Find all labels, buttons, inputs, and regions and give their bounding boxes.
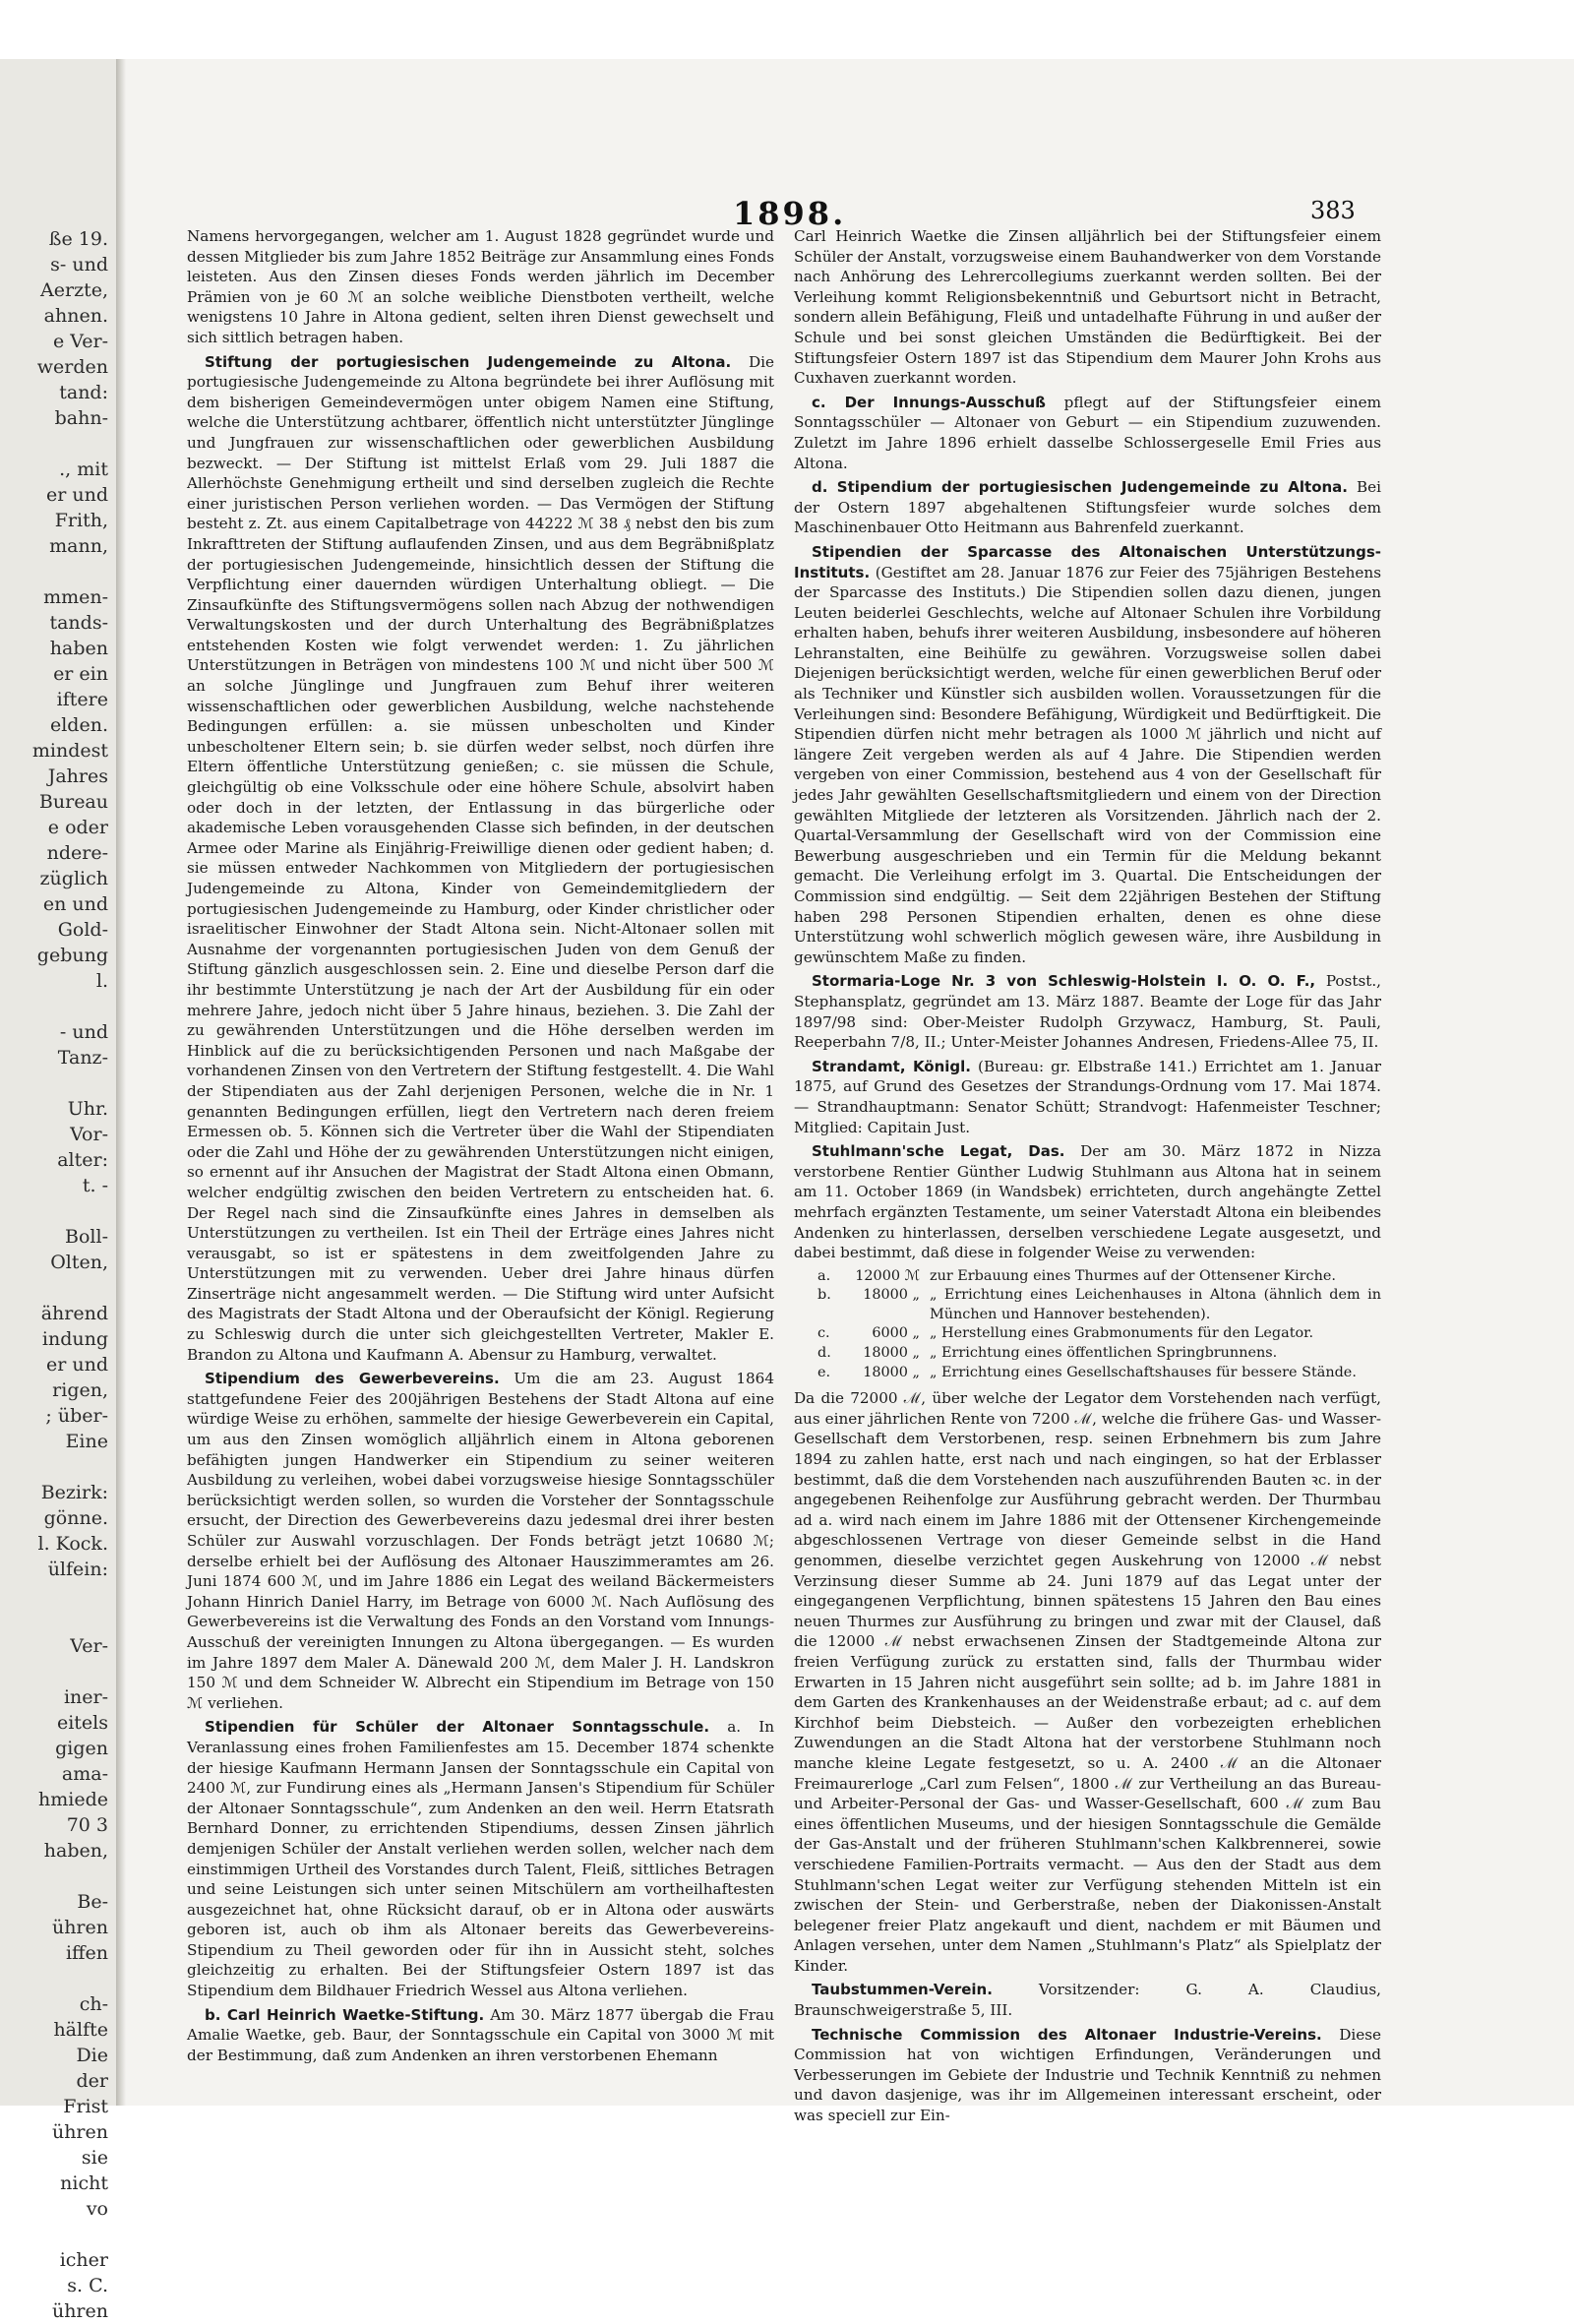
previous-page-fragment: Aerzte,	[40, 279, 108, 301]
previous-page-fragment: Gold-	[57, 919, 108, 941]
previous-page-fragment: hälfte	[53, 2019, 108, 2041]
previous-page-fragment: eitels	[56, 1712, 108, 1734]
entry-text: Die portugiesische Judengemeinde zu Altona begründete bei ihrer Auflösung mit dem bisherigen Gemeindevermögen unter obigem Namen eine Stiftung, welche die Unterstützung achtbarer, öffentlich nicht unterstützter Jünglinge und Jungfrauen zur wissenschaftlichen oder gewerblichen Ausbildung bezweckt. — Der Stiftung ist mittelst Erlaß vom 29. Juli 1887 die Allerhöchste Genehmigung ertheilt und sind derselben zugleich die Rechte einer juristischen Person verliehen worden. — Das Vermögen der Stiftung besteht z. Zt. aus einem Capitalbetrage von 44222 ℳ 38 ₰ nebst den bis zum Inkrafttreten der Stiftung auflaufenden Zinsen, und aus dem Begräbnißplatz der portugiesischen Judengemeinde, hinsichtlich dessen der Stiftung die Verpflichtung einer dauernden würdigen Unterhaltung obliegt. — Die Zinsaufkünfte des Stiftungsvermögens sollen nach Abzug der nothwendigen Verwaltungskosten und der durch Unterhaltung des Begräbnißplatzes entstehenden Kosten wie folgt verwendet werden: 1. Zu jährlichen Unterstützungen in Beträgen von mindestens 100 ℳ und nicht über 500 ℳ an solche Jünglinge und Jungfrauen zum Behuf ihrer weiteren wissenschaftlichen oder gewerblichen Ausbildung, welche nachstehende Bedingungen erfüllen: a. sie müssen unbescholten und Kinder unbescholtener Eltern sein; b. sie dürfen weder selbst, noch dürfen ihre Eltern öffentliche Unterstützung genießen; c. sie müssen die Schule, gleichgültig ob eine Volksschule oder eine höhere Schule, absolvirt haben oder doch in der letzten, der Entlassung in das bürgerliche oder akademische Leben vorausgehenden Classe sich befinden, in der deutschen Armee oder Marine als Einjährig-Freiwillige dienen oder gedient haben; d. sie müssen entweder Nachkommen von Mitgliedern der portugiesischen Judengemeinde zu Altona, Kinder von Gemeindemitgliedern der portugiesischen Judengemeinde zu Hamburg, oder Kinder christlicher oder israelitischer Einwohner der Stadt Altona sein. Nicht-Altonaer sollen mit Ausnahme der vorgenannten portugiesischen Juden von dem Genuß der Stiftung gänzlich ausgeschlossen sein. 2. Eine und dieselbe Person darf die ihr bestimmte Unterstützung je nach der Art der Ausbildung für ein oder mehrere Jahre, jedoch nicht über 5 Jahre hinaus, beziehen. 3. Die Zahl der zu gewährenden Unterstützungen und die Höhe derselben werden im Hinblick auf die zu berücksichtigenden Personen und nach Maßgabe der vorhandenen Zinsen von den Vertretern der Stiftung festgestellt. 4. Die Wahl der Stipendiaten aus der Zahl derjenigen Personen, welche die in Nr. 1 genannten Bedingungen erfüllen, liegt den Vertretern nach deren freiem Ermessen ob. 5. Können sich die Vertreter über die Wahl der Stipendiaten oder die Zahl und Höhe der zu gewährenden Unterstützungen nicht einigen, so ernennt auf ihr Ansuchen der Magistrat der Stadt Altona einen Obmann, welcher endgültig zwischen den beiden Vertretern zu entscheiden hat. 6. Der Regel nach sind die Zinsaufkünfte eines Jahres in demselben als Unterstützungen zu vertheilen. Ist ein Theil der Erträge eines Jahres nicht verausgabt, so ist er spätestens in dem zweitfolgenden Jahre zu Unterstützungen mit zu verwenden. Ueber drei Jahre hinaus dürfen Zinserträge nicht angesammelt werden. — Die Stiftung wird unter Aufsicht des Magistrats der Stadt Altona und der Oberaufsicht der Königl. Regierung zu Schleswig durch die unter sich gleichgestellten Vertreter, Makler E. Brandon zu Altona und Kaufmann A. Abensur zu Hamburg, verwaltet.	[187, 352, 774, 1364]
entry-heading: Strandamt, Königl.	[812, 1057, 972, 1075]
entry-text: Diese Commission hat von wichtigen Erfindungen, Veränderungen und Verbesserungen im Gebiete der Industrie und Technik Kenntniß zu nehmen und davon dasjenige, was ihr im Allgemeinen interessant erscheint, oder was speciell zur Ein-	[794, 2025, 1381, 2125]
entry-paragraph	[794, 477, 1381, 538]
previous-page-fragment: ., mit	[59, 459, 108, 480]
entry-heading: Taubstummen-Verein.	[812, 1981, 993, 1999]
legacy-item	[817, 1344, 1381, 1364]
previous-page-fragment: bahn-	[54, 407, 108, 429]
entry-paragraph	[187, 1717, 774, 2000]
previous-page-edge	[0, 59, 118, 2322]
entry-text: Vorsitzender: G. A. Claudius, Braunschweigerstraße 5, III.	[794, 1981, 1381, 2020]
legacy-item	[817, 1324, 1381, 1344]
legacy-letter: d.	[817, 1345, 831, 1362]
entry-text: Um die am 23. August 1864 stattgefundene Feier des 200jährigen Bestehens der Stadt Altona auf eine würdige Weise zu erhöhen, sammelte der hiesige Gewerbeverein ein Capital, um aus den Zinsen womöglich alljährlich einem in Altona geborenen befähigten jungen Handwerker ein Stipendium zu seiner weiteren Ausbildung zu verleihen, wobei dabei vorzugsweise hiesige Sonntagsschüler berücksichtigt werden sollen, so wurden die Vorsteher der Sonntagsschule ersucht, der Direction des Gewerbevereins dazu jedesmal drei ihrer besten Schüler zur Auswahl vorzuschlagen. Der Fonds beträgt jetzt 10680 ℳ; derselbe erhielt bei der Auflösung des Altonaer Hauszimmeramtes am 26. Juni 1874 600 ℳ, und im Jahre 1886 ein Legat des weiland Bäckermeisters Johann Hinrich Daniel Harry, im Betrage von 6000 ℳ. Nach Auflösung des Gewerbevereins ist die Verwaltung des Fonds an den Vorstand vom Innungs-Ausschuß der vereinigten Innungen zu Altona übergegangen. — Es wurden im Jahre 1897 dem Maler A. Dänewald 200 ℳ, dem Maler J. H. Landskron 150 ℳ und dem Schneider W. Albrecht ein Stipendium im Betrage von 150 ℳ verliehen.	[187, 1370, 774, 1712]
legacy-amount: 12000 ℳ	[855, 1267, 920, 1284]
previous-page-fragment: haben,	[43, 1840, 108, 1862]
previous-page-fragment: ülfein:	[47, 1559, 108, 1580]
entry-heading: Stipendium des Gewerbevereins.	[205, 1370, 500, 1388]
previous-page-fragment: rigen,	[52, 1379, 108, 1401]
entry-text: Am 30. März 1877 übergab die Frau Amalie Waetke, geb. Baur, der Sonntagsschule ein Capital von 3000 ℳ mit der Bestimmung, daß zum Andenken an ihren verstorbenen Ehemann	[187, 2005, 775, 2064]
previous-page-fragment: indung	[41, 1328, 108, 1350]
legacy-letter: e.	[817, 1364, 831, 1380]
entry-text: Bei der Ostern 1897 abgehaltenen Stiftungsfeier wurde solches dem Maschinenbauer Otto Heitmann aus Bahrenfeld zuerkannt.	[794, 478, 1381, 537]
entry-paragraph	[187, 1369, 774, 1713]
previous-page-fragment: - und	[59, 1021, 108, 1043]
previous-page-fragment: e Ver-	[52, 331, 108, 352]
previous-page-fragment: ahnen.	[43, 305, 108, 327]
entry-paragraph	[794, 542, 1381, 967]
previous-page-fragment: er und	[45, 484, 108, 506]
previous-page-fragment: mindest	[31, 740, 108, 762]
previous-page-fragment: tand:	[59, 382, 108, 403]
previous-page-fragment: ße 19.	[48, 228, 108, 250]
previous-page-fragment: e oder	[47, 817, 108, 838]
previous-page-fragment: vo	[86, 2198, 108, 2220]
legacy-amount: 18000 „	[863, 1345, 920, 1362]
previous-page-fragment: ährend	[40, 1303, 108, 1324]
page-number: 383	[1310, 197, 1356, 224]
legacy-amount: 6000 „	[872, 1325, 920, 1342]
legacy-letter: b.	[817, 1287, 831, 1304]
previous-page-fragment: haben	[49, 638, 108, 659]
previous-page-fragment: ch-	[79, 1993, 108, 2015]
legacy-item	[817, 1267, 1381, 1287]
previous-page-fragment: mann,	[49, 535, 108, 557]
previous-page-fragment: l.	[95, 970, 108, 992]
scanned-book-spread	[0, 59, 1574, 2322]
previous-page-fragment: ama-	[61, 1763, 108, 1785]
previous-page-fragment: Be-	[77, 1891, 108, 1913]
previous-page-fragment: s. C.	[67, 2275, 108, 2296]
previous-page-fragment: gönne.	[43, 1507, 108, 1529]
legacy-list	[817, 1267, 1381, 1383]
right-column	[794, 226, 1382, 2125]
previous-page-fragment: ühren	[51, 1917, 108, 1938]
previous-page-fragment: Jahres	[47, 765, 108, 787]
entry-text: Der am 30. März 1872 in Nizza verstorbene Rentier Günther Ludwig Stuhlmann aus Altona hat in seinem am 11. October 1869 (in Wandsbek) errichteten, durch angehängte Zettel mehrfach ergänzten Testamente, um seiner Vaterstadt Altona ein bleibendes Andenken zu hinterlassen, derselben verschiedene Legate ausgesetzt, und dabei bestimmt, daß diese in folgender Weise zu verwenden:	[794, 1142, 1382, 1262]
previous-page-fragment: ühren	[51, 2121, 108, 2143]
previous-page-fragment: s- und	[50, 254, 108, 275]
legacy-amount: 18000 „	[863, 1287, 920, 1304]
previous-page-fragment: nicht	[60, 2172, 108, 2194]
legacy-item	[817, 1286, 1381, 1324]
previous-page-fragment: icher	[59, 2249, 108, 2271]
entry-heading: Stipendien der Sparcasse des Altonaischen Unterstützungs-Instituts.	[794, 542, 1381, 581]
legacy-purpose: „ Herstellung eines Grabmonuments für den Legator.	[930, 1325, 1314, 1342]
previous-page-fragment: Uhr.	[67, 1098, 108, 1120]
previous-page-fragment: werden	[36, 356, 108, 378]
previous-page-fragment: gebung	[36, 945, 108, 966]
previous-page-fragment: t. -	[82, 1175, 108, 1196]
previous-page-fragment: Ver-	[70, 1635, 108, 1657]
legacy-purpose: zur Erbauung eines Thurmes auf der Ottensener Kirche.	[930, 1267, 1336, 1284]
page-383	[128, 79, 1382, 2125]
entry-heading: Stormaria-Loge Nr. 3 von Schleswig-Holstein I. O. O. F.,	[812, 972, 1316, 991]
entry-paragraph	[187, 226, 774, 348]
previous-page-fragment: ; über-	[45, 1405, 108, 1427]
legacy-item	[817, 1364, 1381, 1383]
legacy-letter: c.	[817, 1325, 830, 1342]
entry-text: (Gestiftet am 28. Januar 1876 zur Feier des 75jährigen Bestehens der Sparcasse des Instituts.) Die Stipendien sollen dazu dienen, jungen Leuten beiderlei Geschlechts, welche auf Altonaer Schulen ihre Vorbildung erhalten haben, behufs ihrer weiteren Ausbildung, insbesondere auf höheren Lehranstalten, eine Beihülfe zu gewähren. Vorzugsweise sollen dabei Diejenigen berücksichtigt werden, welche für einen gewerblichen Beruf oder als Techniker und Künstler sich ausbilden wollen. Voraussetzungen für die Verleihungen sind: Besondere Befähigung, Würdigkeit und Bedürftigkeit. Die Stipendien dürfen nicht mehr betragen als 1000 ℳ jährlich und nicht auf längere Zeit vergeben werden als auf 4 Jahre. Die Stipendien werden vergeben von einer Commission, bestehend aus 4 von der Gesellschaft für jedes Jahr gewählten Gesellschaftsmitgliedern und einem von der Direction gewählten Mitgliede der letzteren als Vorsitzenden. Jährlich nach der 2. Quartal-Versammlung der Gesellschaft wird von der Commission eine Bewerbung ausgeschrieben und ein Termin für die Meldung bekannt gemacht. Die Verleihung erfolgt im 3. Quartal. Die Entscheidungen der Commission sind endgültig. — Seit dem 22jährigen Bestehen der Stiftung haben 298 Personen Stipendien erhalten, denen es ohne diese Unterstützung wohl schwerlich möglich gewesen wäre, ihre Ausbildung in gewünschtem Maße zu finden.	[794, 563, 1381, 966]
book-gutter	[116, 59, 126, 2106]
entry-heading: Stipendien für Schüler der Altonaer Sonntagsschule.	[205, 1718, 710, 1737]
entry-heading: Technische Commission des Altonaer Industrie-Vereins.	[812, 2025, 1322, 2044]
previous-page-fragment: er und	[45, 1354, 108, 1376]
entry-text: pflegt auf der Stiftungsfeier einem Sonntagsschüler — Altonaer von Geburt — ein Stipendium zuzuwenden. Zuletzt im Jahre 1896 erhielt dasselbe Schlossergeselle Emil Fries aus Altona.	[794, 393, 1381, 472]
entry-paragraph	[187, 2005, 774, 2066]
previous-page-fragment: Frith,	[54, 510, 108, 531]
previous-page-fragment: Eine	[65, 1431, 108, 1452]
previous-page-fragment: Bezirk:	[40, 1482, 108, 1503]
previous-page-fragment: Bureau	[38, 791, 108, 813]
previous-page-fragment: Tanz-	[57, 1047, 108, 1069]
entry-heading: d. Stipendium der portugiesischen Judengemeinde zu Altona.	[812, 478, 1349, 497]
left-column	[187, 226, 774, 2076]
previous-page-fragment: ndere-	[46, 842, 108, 864]
entry-text: (Bureau: gr. Elbstraße 141.) Errichtet am 1. Januar 1875, auf Grund des Gesetzes der Strandungs-Ordnung vom 17. Mai 1874. — Strandhauptmann: Senator Schütt; Strandvogt: Hafenmeister Teschner; Mitglied: Capitain Just.	[794, 1057, 1381, 1136]
entry-text: a. In Veranlassung eines frohen Familienfestes am 15. December 1874 schenkte der hiesige Kaufmann Hermann Jansen der Sonntagsschule ein Capital von 2400 ℳ, zur Fundirung eines als „Hermann Jansen's Stipendium für Schüler der Altonaer Sonntagsschule“, zum Andenken an den weil. Herrn Etatsrath Bernhard Donner, zu errichtenden Stipendiums, dessen Zinsen jährlich demjenigen Schüler der Anstalt verliehen werden sollen, welcher nach dem einstimmigen Urtheil des Vorstandes durch Talent, Fleiß, sittliches Betragen und seine Leistungen sich unter seinen Mitschülern am vortheilhaftesten ausgezeichnet hat, ohne Rücksicht darauf, ob er in Altona oder auswärts geboren ist, auch ob ihm als Altonaer bereits das Gewerbevereins-Stipendium zu Theil geworden oder für ihn in Aussicht steht, solches gleichzeitig zu erhalten. Bei der Stiftungsfeier Ostern 1897 ist das Stipendium dem Bildhauer Friedrich Wessel aus Altona verliehen.	[187, 1718, 774, 2000]
legacy-purpose: „ Errichtung eines Gesellschaftshauses für bessere Stände.	[930, 1364, 1357, 1380]
previous-page-fragment: Frist	[63, 2096, 108, 2117]
legacy-amount: 18000 „	[863, 1364, 920, 1380]
previous-page-fragment: Boll-	[65, 1226, 108, 1248]
entry-text: Carl Heinrich Waetke die Zinsen alljährlich bei der Stiftungsfeier einem Schüler der Anstalt, vorzugsweise einem Bauhandwerker von dem Vorstande nach Anhörung des Lehrercollegiums zuerkannt werden sollten. Bei der Verleihung kommt Religionsbekenntniß und Geburtsort nicht in Betracht, sondern allein Befähigung, Fleiß und untadelhafte Führung in und außer der Schule und bei sonst gleichen Umständen die Bedürftigkeit. Bei der Stiftungsfeier Ostern 1897 ist das Stipendium dem Maurer John Krohs aus Cuxhaven zuerkannt worden.	[794, 227, 1381, 388]
entry-paragraph	[187, 352, 774, 1366]
legacy-purpose: „ Errichtung eines Leichenhauses in Altona (ähnlich dem in München und Hannover bestehenden).	[930, 1287, 1381, 1322]
previous-page-fragment: mmen-	[43, 586, 108, 608]
previous-page-fragment: en und	[42, 893, 108, 915]
previous-page-fragment: tands-	[49, 612, 108, 634]
page-header-year: 1898.	[733, 195, 847, 232]
legacy-letter: a.	[817, 1267, 831, 1284]
previous-page-fragment: er ein	[53, 663, 108, 685]
entry-paragraph	[794, 1057, 1381, 1137]
entry-paragraph	[794, 1141, 1381, 1263]
previous-page-fragment: ühren	[51, 2300, 108, 2322]
entry-paragraph	[794, 1388, 1381, 1976]
entry-heading: c. Der Innungs-Ausschuß	[812, 393, 1046, 411]
previous-page-fragment: l. Kock.	[37, 1533, 108, 1555]
previous-page-fragment: gigen	[55, 1738, 108, 1759]
previous-page-fragment: alter:	[57, 1149, 108, 1171]
entry-heading: Stuhlmann'sche Legat, Das.	[812, 1142, 1065, 1161]
previous-page-fragment: der	[76, 2070, 108, 2092]
entry-paragraph	[794, 393, 1381, 473]
entry-text: Namens hervorgegangen, welcher am 1. August 1828 gegründet wurde und dessen Mitglieder bis zum Jahre 1852 Beiträge zur Ansammlung eines Fonds leisteten. Aus den Zinsen dieses Fonds werden jährlich im December Prämien von je 60 ℳ an solche weibliche Dienstboten vertheilt, welche wenigstens 10 Jahre in Altona gedient, selten ihren Dienst gewechselt und sich sittlich betragen haben.	[187, 227, 774, 346]
legacy-purpose: „ Errichtung eines öffentlichen Springbrunnens.	[930, 1345, 1278, 1362]
previous-page-fragment: sie	[81, 2147, 108, 2169]
previous-page-fragment: Olten,	[50, 1252, 108, 1273]
entry-text: Da die 72000 ℳ, über welche der Legator dem Vorstehenden nach verfügt, aus einer jährlichen Rente von 7200 ℳ, welche die frühere Gas- und Wasser-Gesellschaft dem Verstorbenen, resp. seinen Erbnehmern bis zum Jahre 1894 zu zahlen hatte, erst nach und nach eingingen, so hat der Erblasser bestimmt, daß die dem Vorstehenden nach auszuführenden Bauten ꝛc. in der angegebenen Reihenfolge zur Ausführung gebracht werden. Der Thurmbau ad a. wird nach einem im Jahre 1886 mit der Ottensener Kirchengemeinde abgeschlossenen Vertrage von dieser Gemeinde selbst in die Hand genommen, dieselbe verzichtet gegen Auskehrung von 12000 ℳ nebst Verzinsung dieser Summe ab 24. Juni 1879 auf das Legat unter der eingegangenen Verpflichtung, binnen spätestens 15 Jahren den Bau eines neuen Thurmes zur Ausführung zu bringen und zwar mit der Clausel, daß die 12000 ℳ nebst erwachsenen Zinsen der Stadtgemeinde Altona zur freien Verfügung zurück zu erstatten sind, falls der Thurmbau wider Erwarten in 15 Jahren nicht ausgeführt sein sollte; ad b. im Jahre 1881 in dem Garten des Krankenhauses an der Weidenstraße erbaut; ad c. auf dem Kirchhof beim Diebsteich. — Außer den vorbezeigten erheblichen Zuwendungen an die Stadt Altona hat der verstorbene Stuhlmann noch manche kleine Legate festgesetzt, so u. A. 2400 ℳ an die Altonaer Freimaurerloge „Carl zum Felsen“, 1800 ℳ zur Vertheilung an das Bureau- und Arbeiter-Personal der Gas- und Wasser-Gesellschaft, 600 ℳ zum Bau eines öffentlichen Museums, und der hiesigen Sonntagsschule die Gemälde der Gas-Anstalt und der früheren Stuhlmann'schen Kalkbrennerei, sowie verschiedene Familien-Portraits vermacht. — Aus den der Stadt aus dem Stuhlmann'schen Legat weiter zur Verfügung stehenden Mitteln ist ein zwischen der Stein- und Gerberstraße, neben der Diakonissen-Anstalt belegener freier Platz angekauft und dient, nachdem er mit Bäumen und Anlagen versehen, unter dem Namen „Stuhlmann's Platz“ als Spielplatz der Kinder.	[794, 1389, 1381, 1975]
previous-page-fragment: züglich	[39, 868, 108, 889]
entry-paragraph	[794, 1980, 1381, 2020]
previous-page-fragment: Die	[76, 2045, 108, 2066]
entry-text: Postst., Stephansplatz, gegründet am 13. März 1887. Beamte der Loge für das Jahr 1897/98 sind: Ober-Meister Rudolph Grzywacz, Hamburg, St. Pauli, Reeperbahn 7/8, II.; Unter-Meister Johannes Andresen, Friedens-Allee 75, II.	[794, 972, 1382, 1052]
previous-page-fragment: elden.	[49, 714, 108, 736]
entry-heading: Stiftung der portugiesischen Judengemeinde zu Altona.	[205, 352, 732, 371]
entry-paragraph	[794, 971, 1381, 1052]
previous-page-fragment: iftere	[56, 689, 108, 710]
entry-paragraph	[794, 226, 1381, 389]
previous-page-fragment: hmiede	[38, 1789, 108, 1810]
previous-page-fragment: iffen	[65, 1942, 108, 1964]
previous-page-fragment: iner-	[63, 1686, 108, 1708]
entry-heading: b. Carl Heinrich Waetke-Stiftung.	[205, 2005, 485, 2024]
previous-page-fragment: Vor-	[70, 1124, 108, 1145]
previous-page-fragment: 70 3	[66, 1814, 108, 1836]
right-column-rest	[794, 1388, 1381, 2125]
entry-paragraph	[794, 2025, 1381, 2126]
right-column-intro	[794, 226, 1381, 1263]
